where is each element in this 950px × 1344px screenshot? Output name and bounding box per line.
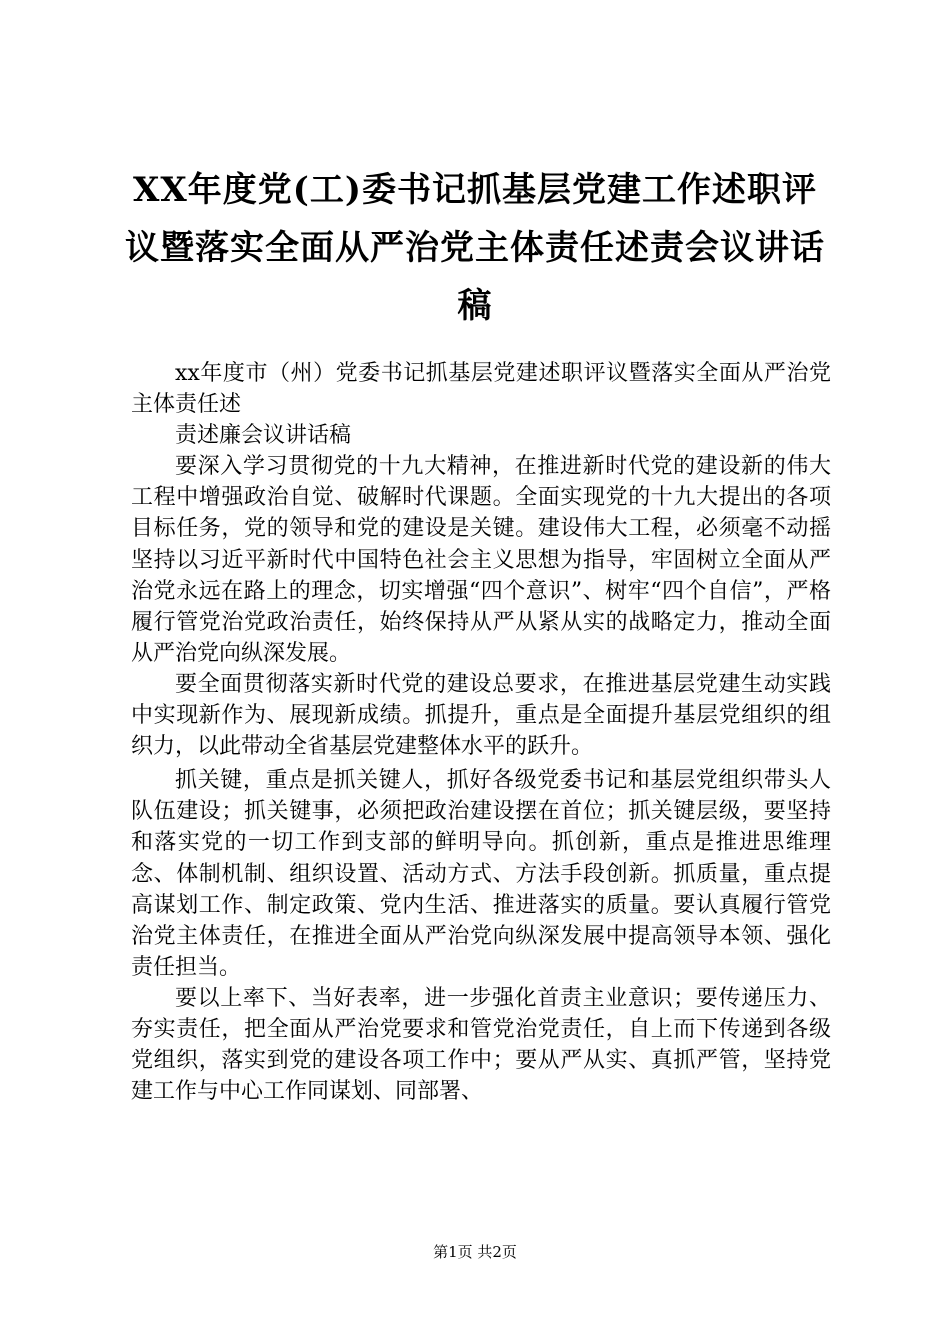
body-paragraph: 要全面贯彻落实新时代党的建设总要求，在推进基层党建生动实践中实现新作为、展现新成绩。抓提升，重点是全面提升基层党组织的组织力，以此带动全省基层党建整体水平的跃升。 bbox=[131, 671, 831, 760]
subtitle-paragraph: xx年度市（州）党委书记抓基层党建述职评议暨落实全面从严治党主体责任述 bbox=[131, 361, 831, 418]
title-line: 议暨落实全面从严治党主体责任述责会议讲话 bbox=[125, 228, 825, 268]
document-body bbox=[131, 358, 831, 1107]
page-number-footer: 第1页 共2页 bbox=[433, 1243, 517, 1261]
body-paragraph: 要深入学习贯彻党的十九大精神，在推进新时代党的建设新的伟大工程中增强政治自觉、破解时代课题。全面实现党的十九大提出的各项目标任务，党的领导和党的建设是关键。建设伟大工程，必须毫不动摇坚持以习近平新时代中国特色社会主义思想为指导，牢固树立全面从严治党永远在路上的理念，切实增强“四个意识”、树牢“四个自信”，严格履行管党治党政治责任，始终保持从严从紧从实的战略定力，推动全面从严治党向纵深发展。 bbox=[131, 454, 831, 666]
document-title bbox=[110, 161, 840, 335]
title-line: 稿 bbox=[457, 286, 493, 326]
body-paragraph: 要以上率下、当好表率，进一步强化首责主业意识；要传递压力、夯实责任，把全面从严治党要求和管党治党责任，自上而下传递到各级党组织，落实到党的建设各项工作中；要从严从实、真抓严管，坚持党建工作与中心工作同谋划、同部署、 bbox=[131, 985, 831, 1105]
body-paragraph: 抓关键，重点是抓关键人，抓好各级党委书记和基层党组织带头人队伍建设；抓关键事，必须把政治建设摆在首位；抓关键层级，要坚持和落实党的一切工作到支部的鲜明导向。抓创新，重点是推进思维理念、体制机制、组织设置、活动方式、方法手段创新。抓质量，重点提高谋划工作、制定政策、党内生活、推进落实的质量。要认真履行管党治党主体责任，在推进全面从严治党向纵深发展中提高领导本领、强化责任担当。 bbox=[131, 768, 831, 980]
subtitle-continuation: 责述廉会议讲话稿 bbox=[175, 423, 352, 449]
title-line: XX年度党(工)委书记抓基层党建工作述职评 bbox=[133, 170, 817, 210]
